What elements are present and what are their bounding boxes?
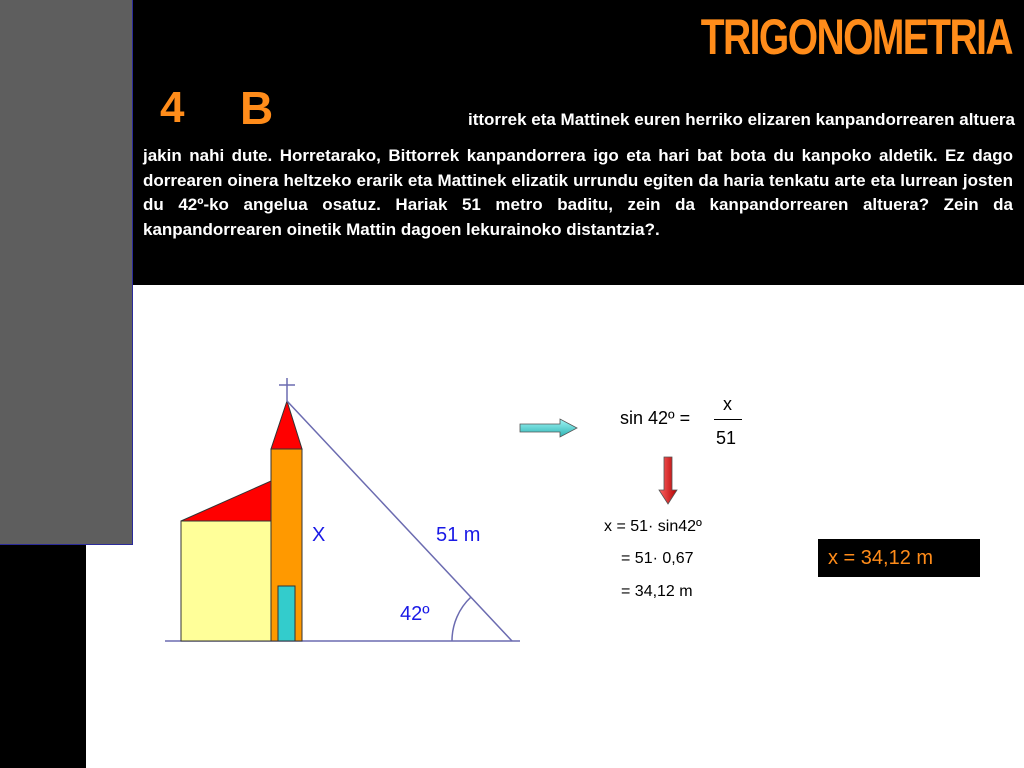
fraction-bar [714,419,742,420]
tower-door [278,586,295,641]
slide-title: TRIGONOMETRIA [700,9,1012,65]
angle-arc [452,597,471,641]
answer-box [818,539,980,577]
answer-text: x = 34,12 m [828,547,934,569]
sine-equation-lhs: sin 42º = [620,408,691,428]
down-arrow-icon [659,457,677,504]
height-label: X [312,524,326,546]
drop-cap-letter: B [240,82,274,134]
problem-first-line: ittorrek eta Mattinek euren herriko elizaren kanpandorrearen altuera [467,110,1015,129]
church-wall [181,521,271,641]
right-arrow-icon [520,419,577,437]
problem-number: 4 [160,83,185,132]
hypotenuse-label: 51 m [436,524,481,546]
solution-step-3: = 34,12 m [621,583,693,600]
solution-step-1: x = 51· sin42º [604,518,702,535]
solution-step-2: = 51· 0,67 [621,550,694,567]
church-roof [181,481,271,521]
fraction-numerator: x [723,394,732,414]
angle-label: 42º [400,603,430,625]
tower-spire [271,401,302,449]
fraction-denominator: 51 [716,428,737,448]
problem-text: jakin nahi dute. Horretarako, Bittorrek kanpandorrera igo eta hari bat bota du kanpoko aldetik. Ez dago dorrearen oinera heltzeko erarik eta Mattinek elizatik urrundu egiten da haria tenkatu arte eta lurrean josten du 42º-ko angelua osatuz. Hariak 51 metro baditu, zein da kanpandorrearen altuera? Zein da kanpandorrearen oinetik Mattin dagoen lekurainoko distantzia?. [143,146,1013,239]
